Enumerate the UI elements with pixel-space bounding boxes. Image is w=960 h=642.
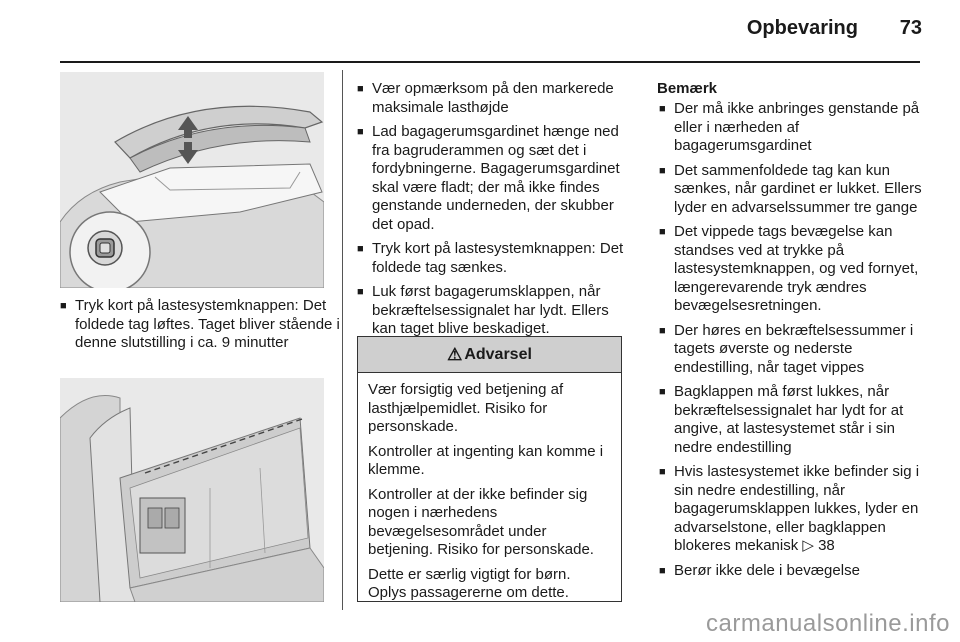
header-rule — [60, 61, 920, 63]
list-item: ■ Bagklappen må først lukkes, når bekræftelsessignalet har lydt for at angive, at lastesystemet står i sin nedre endestilling — [659, 383, 924, 457]
warning-triangle-icon: ⚠ — [447, 344, 463, 364]
warning-title: Advarsel — [464, 345, 532, 363]
list-item: ■ Det vippede tags bevægelse kan standses ved at trykke på lastesystemknappen, og ved fornyet, længerevarende tryk ændres bevægelsesretningen. — [659, 223, 924, 316]
warning-paragraph: Kontroller at ingenting kan komme i klemme. — [368, 442, 604, 478]
middle-bullet-list — [357, 80, 627, 345]
list-item: ■ Tryk kort på lastesystemknappen: Det foldede tag løftes. Taget bliver stående i denne slutstilling i ca. 9 minutter — [60, 297, 340, 353]
list-item: ■ Der høres en bekræftelsessummer i tagets øverste og nederste endestilling, når taget vippes — [659, 322, 924, 378]
list-item: ■ Der må ikke anbringes genstande på eller i nærheden af bagagerumsgardinet — [659, 100, 924, 156]
list-item: ■ Vær opmærksom på den markerede maksimale lasthøjde — [357, 80, 627, 117]
list-item: ■ Tryk kort på lastesystemknappen: Det foldede tag sænkes. — [357, 240, 627, 277]
roof-lift-illustration — [60, 72, 324, 288]
warning-paragraph: Vær forsigtig ved betjening af lasthjælpemidlet. Risiko for personskade. — [368, 381, 564, 435]
page-header — [0, 0, 960, 62]
page-number: 73 — [899, 17, 922, 39]
list-item: ■ Hvis lastesystemet ikke befinder sig i sin nedre endestilling, når bagagerumsklappen lukkes, lyder en advarselstone, eller bagklappen blokeres mekanisk ▷ 38 — [659, 463, 924, 556]
list-item: ■ Det sammenfoldede tag kan kun sænkes, når gardinet er lukket. Ellers lyder en advarselssummer tre gange — [659, 162, 924, 218]
column-divider — [342, 70, 343, 610]
note-title: Bemærk — [657, 80, 718, 97]
list-item: ■ Lad bagagerumsgardinet hænge ned fra bagruderammen og sæt det i fordybningerne. Bagagerumsgardinet skal være fladt; der må ikke findes genstande underneden, der skubber det opad. — [357, 123, 627, 234]
warning-body — [358, 373, 621, 617]
trunk-curtain-illustration — [60, 378, 324, 602]
section-title: Opbevaring — [746, 17, 858, 39]
warning-header — [358, 337, 621, 373]
list-item: ■ Luk først bagagerumsklappen, når bekræftelsessignalet har lydt. Ellers kan taget blive beskadiget. — [357, 283, 627, 339]
warning-paragraph: Kontroller at der ikke befinder sig nogen i nærhedens bevægelsesområdet under betjening. Risiko for personskade. — [368, 485, 594, 558]
warning-paragraph: Dette er særlig vigtigt for børn. Oplys passagererne om dette. — [368, 565, 571, 601]
left-bullet-list — [60, 297, 340, 359]
note-bullet-list — [659, 100, 924, 586]
watermark: carmanualsonline.info — [706, 610, 950, 637]
warning-box — [357, 336, 622, 602]
list-item: ■ Berør ikke dele i bevægelse — [659, 562, 924, 581]
